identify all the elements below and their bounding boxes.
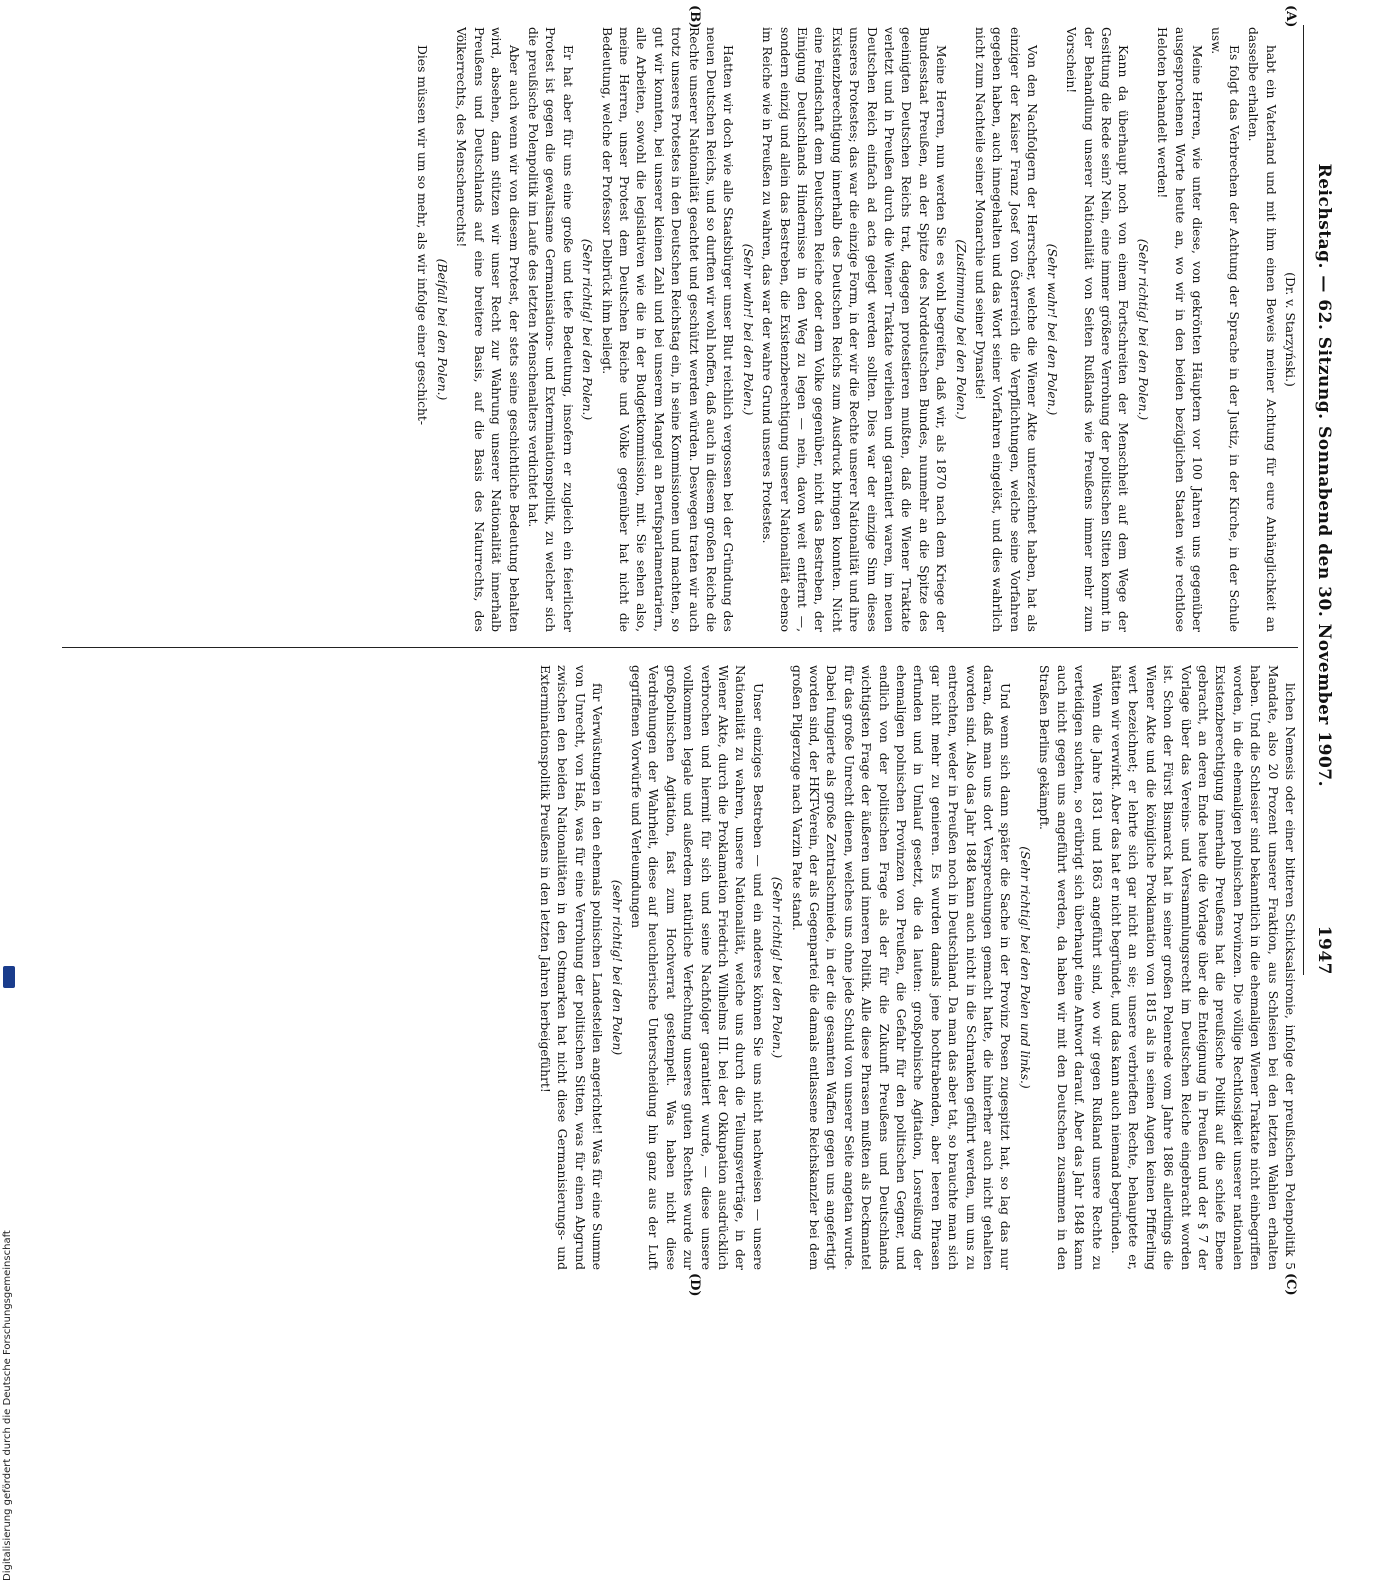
margin-marker-c: (C) [1282, 1273, 1298, 1296]
paragraph: für Verwüstungen in den ehemals polnischen Landesteilen angerichtet! Was für eine Summe von Unrecht, von Haß, was für eine Verrohung der politischen Sitten, was für einen Abgrund zwischen den beiden Nationalitäten in den Ostmarken hat nicht diese Germanisierungs- und Exterminationspolitik Preußens in den letzten Jahren herbeigeführt! [537, 665, 604, 1270]
dfg-logo-icon [3, 966, 15, 988]
interjection: (Sehr richtig! bei den Polen.) [579, 238, 594, 421]
paragraph: Kann da überhaupt noch von einem Fortschreiten der Menschheit auf dem Wege der Gesittung die Rede sein? Nein, eine immer größere Verrohung der politischen Sitten kommt in der Behandlung unserer Nationalität von Seiten Rußlands wie Preußens immer mehr zum Vorschein! [1063, 27, 1130, 632]
interjection: (Sehr richtig! bei den Polen.) [769, 876, 784, 1059]
margin-marker-d: (D) [686, 1273, 702, 1297]
margin-marker-a: (A) [1282, 5, 1298, 28]
interjection: (Sehr richtig! bei den Polen und links.) [1017, 846, 1032, 1089]
paragraph: habt ein Vaterland und mit ihm einen Beweis meiner Achtung für eure Anhänglichkeit an dasselbe erhalten. [1245, 27, 1278, 632]
paragraph: Er hat aber für uns eine große und tiefe Bedeutung, insofern er zugleich ein feierlicher Protest ist gegen die gewaltsame Germanisations- und Exterminationspolitik, zu welcher sich die preußische Polenpolitik im Laufe des letzten Menschenalters verdichtet hat. [525, 27, 575, 632]
paragraph: Unser einziges Bestreben — und ein anderes können Sie uns nicht nachweisen — unsere Nationalität zu wahren, unsere Nationalität, welche uns durch die Teilungsverträge, in der Wiener Akte, durch die Proklamation Friedrich Wilhelms III. bei der Okkupation ausdrücklich verbrochen und hiermit für sich und seine Nachfolger garantiert wurde, — diese unsere vollkommen legale und außerdem natürliche Verfechtung unseres guten Rechtes wurde zur großpolnischen Agitation, fast zum Hochverrat gestempelt. Was haben nicht diese Verdrehungen der Wahrheit, diese auf heuchlerische Unterscheidung hin ganz aus der Luft gegriffenen Vorwürfe und Verleumdungen [628, 665, 765, 1270]
column-divider [62, 647, 1298, 648]
paragraph: Meine Herren, wie unter diese, von gekrönten Häuptern vor 100 Jahren uns gegenüber ausgesprochenen Worte heute an, wo wir in den beiden bezüglichen Staaten wie rechtlose Heloten behandelt werden! [1154, 27, 1204, 632]
text-column-right [62, 665, 1298, 1270]
paragraph: Wenn die Jahre 1831 und 1863 angeführt sind, wo wir gegen Rußland unsere Rechte zu verteidigen suchten, so erübrigt sich überhaupt eine Antwort darauf. Aber das Jahr 1848 kann auch nicht gegen uns angeführt werden, da haben wir mit den Deutschen zusammen in den Straßen Berlins gekämpft. [1036, 665, 1104, 1270]
interjection: (Sehr wahr! bei den Polen.) [1044, 243, 1059, 416]
page-title: Reichstag. — 62. Sitzung. Sonnabend den 30. November 1907. [1313, 163, 1334, 788]
page-header [1306, 25, 1334, 975]
paragraph: Aber auch wenn wir von diesem Protest, der stets seine geschichtliche Bedeutung behalten wird, absehen, dann stützen wir unser Recht zur Wahrung unserer Nationalität innerhalb Preußens und Deutschlands auf eine breitere Basis, auf die Basis des Naturrechts, des Völkerrechts, des Menschenrechts! [453, 27, 521, 632]
interjection: (Sehr richtig! bei den Polen.) [1135, 238, 1150, 421]
digitization-credit [2, 392, 16, 1581]
paragraph: Und wenn sich dann später die Sache in der Provinz Posen zugespitzt hat, so lag das nur daran, daß man uns dort Versprechungen gemacht hatte, die hinterher auch nicht gehalten worden sind. Also das Jahr 1848 kann auch nicht in die Schranken geführt werden, um uns zu entrechten, weder in Preußen noch in Deutschland. Da man das aber tat, so brauchte man sich gar nicht mehr zu genieren. Es wurden damals jene hochtrabenden, aber leeren Phrasen erfunden und in Umlauf gesetzt, die da lauten: großpolnische Agitation, Losreißung der ehemaligen polnischen Provinzen von Preußen, die Gefahr für den politischen Gegner, und endlich von der politischen Frage als der für die Zukunft Preußens und Deutschlands wichtigsten Frage der äußeren und inneren Politik. Alle diese Phrasen mußten als Deckmantel für das große Unrecht dienen, welches uns ohne jede Schuld von unserer Seite angetan wurde. Dabei fungierte als große Zentralschmiede, in der die gesamten Waffen gegen uns angefertigt worden sind, der HKT-Verein, der als Gegenpartei die damals entlassene Reichskanzler bei dem großen Pilgerzuge nach Varzin Pate stand. [789, 665, 1012, 1270]
margin-marker-b: (B) [686, 5, 702, 29]
page-number: 1947 [1313, 925, 1334, 975]
paragraph: (Dr. v. Starzyński.) [1282, 272, 1297, 387]
text-column-left [62, 27, 1298, 632]
paragraph: Es folgt das Verbrechen der Achtung der Sprache in der Justiz, in der Kirche, in der Schule usw. [1208, 27, 1241, 632]
interjection: (sehr richtig! bei den Polen) [609, 879, 624, 1056]
paragraph: Hatten wir doch wie alle Staatsbürger unser Blut reichlich vergossen bei der Gründung des neuen Deutschen Reichs, und so durften wir wohl hoffen, daß auch in diesem großen Reiche die Rechte unserer Nationalität geachtet und geschützt werden würden. Deswegen traten wir auch trotz unseres Protestes in den Deutschen Reichstag ein, in seine Kommissionen und machten, so gut wir konnten, bei unserer kleinen Zahl und bei unserem Mangel an Berufsparlamentariern, alle Arbeiten, sowohl die legislativen wie die in der Budgetkommission, mit. Sie sehen also, meine Herren, unser Protest dem Deutschen Reiche und Volke gegenüber hat nicht die Bedeutung, welche der Professor Delbrück ihm beilegt. [599, 27, 735, 632]
header-rule [1303, 25, 1304, 975]
interjection: (Beifall bei den Polen.) [434, 258, 449, 401]
interjection: (Zustimmung bei den Polen.) [953, 239, 968, 420]
paragraph: lichen Nemesis oder einer bitteren Schicksalsironie, infolge der preußischen Polenpolitik 5 Mandate, also 20 Prozent unserer Fraktion, aus Schlesien bei den letzten Wahlen erhalten haben. Und die Schlesier sind bekanntlich in die ehemaligen Wiener Traktate nicht einbegriffen worden, in die ehemaligen polnischen Provinzen. Die völlige Rechtlosigkeit unserer nationalen Existenzberechtigung innerhalb Preußens hat die preußische Politik auf die schiefe Ebene gebracht, an deren Ende heute die Vorlage über die Enteignung in Preußen und der § 7 der Vorlage über das Vereins- und Versammlungsrecht im Deutschen Reiche eingebracht worden ist. Schon der Fürst Bismarck hat in seiner großen Polenrede vom Jahre 1886 allerdings die Wiener Akte und die königliche Proklamation von 1815 als in seinen Augen keinen Pfifferling wert bezeichnet; er lehrte sich gar nicht an sie; unsere verbrieften Rechte, behauptete er, hätten wir verwirkt. Aber das hat er nicht begründet, und das kann auch niemand begründen. [1108, 665, 1297, 1270]
paragraph: Von den Nachfolgern der Herrscher, welche die Wiener Akte unterzeichnet haben, hat als einziger der Kaiser Franz Josef von Österreich die Verpflichtungen, welche seine Vorfahren gegeben haben, auch innegehalten und das Wort seiner Vorfahren eingelöst, und dies wahrlich nicht zum Nachteile seiner Monarchie und seiner Dynastie! [972, 27, 1039, 632]
rotated-page [42, 5, 1342, 1297]
interjection: (Sehr wahr! bei den Polen.) [740, 243, 755, 416]
paragraph: Meine Herren, nun werden Sie es wohl begreifen, daß wir, als 1870 nach dem Kriege der Bundesstaat Preußen, an der Spitze des Norddeutschen Bundes, nunmehr an die Spitze des geeinigten Deutschen Reichs trat, dagegen protestieren mußten, daß die Wiener Traktate verletzt und in Preußen durch die Wiener Traktate verliehen und garantiert waren, im neuen Deutschen Reich einfach ad acta gelegt werden sollten. Dies war der einzige Sinn dieses unseres Protestes; das war die einzige Form, in der wir die Rechte unserer Nationalität und ihre Existenzberechtigung innerhalb des Deutschen Reichs zum Ausdruck bringen konnten. Nicht eine Feindschaft dem Deutschen Reiche oder dem Volke gegenüber, nicht das Bestreben, der Einigung Deutschlands Hindernisse in den Weg zu legen — nein, davon weit entfernt —, sondern einzig und allein das Bestreben, die Existenzberechtigung unserer Nationalität ebenso im Reiche wie in Preußen zu wahren, das war der wahre Grund unseres Protestes. [759, 27, 948, 632]
credit-text: Digitalisierung gefördert durch die Deutsche Forschungsgemeinschaft [2, 1230, 13, 1581]
paragraph: Dies müssen wir um so mehr, als wir infolge einer geschicht- [415, 45, 429, 425]
